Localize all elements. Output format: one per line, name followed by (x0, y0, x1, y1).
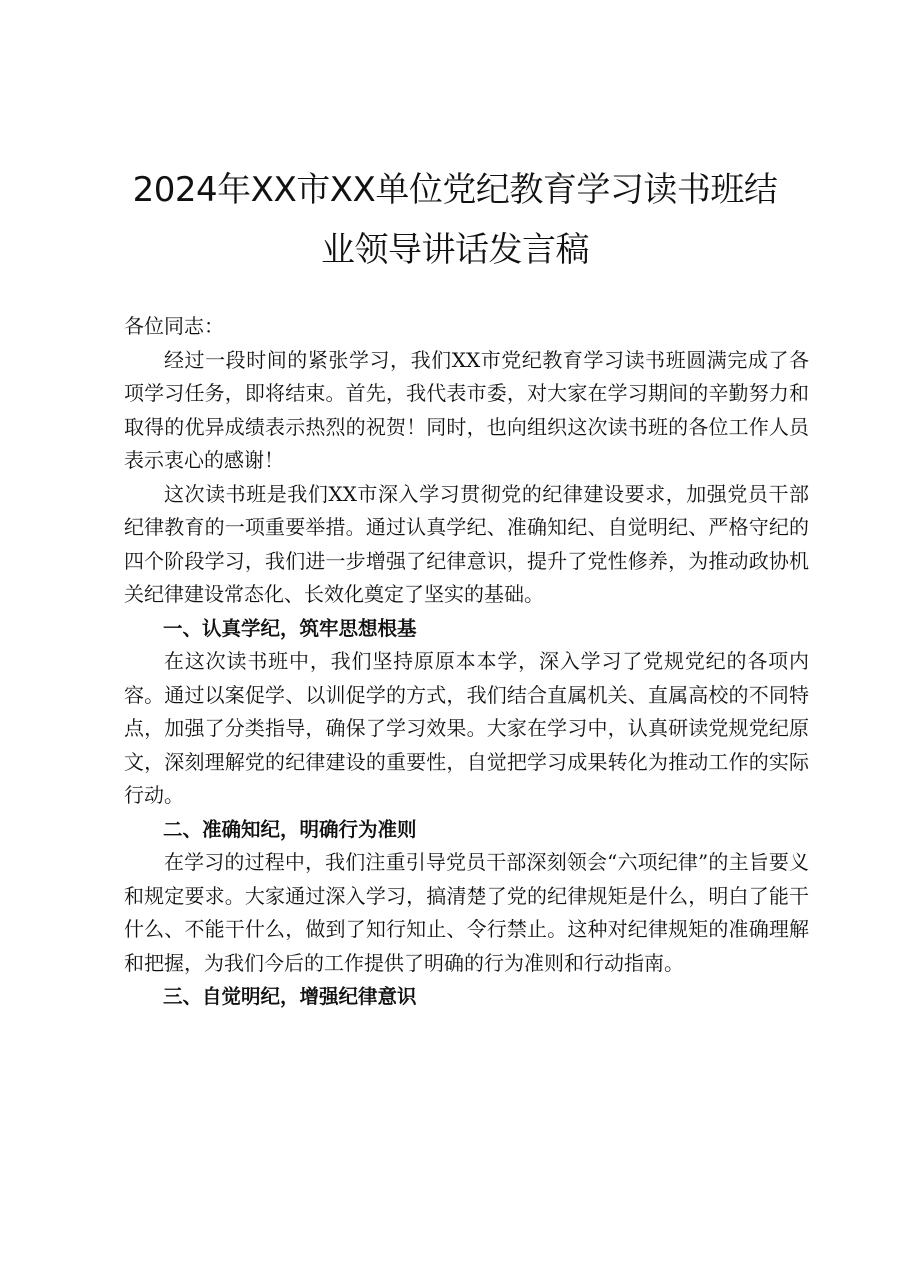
section-heading-3: 三、自觉明纪，增强纪律意识 (163, 985, 417, 1008)
section-heading-2: 二、准确知纪，明确行为准则 (163, 817, 417, 841)
salutation: 各位同志： (124, 314, 224, 338)
section-paragraph-2: 在学习的过程中，我们注重引导党员干部深刻领会“六项纪律”的主旨要义和规定要求。大家通过深入学习，搞清楚了党的纪律规矩是什么，明白了能干什么、不能干什么，做到了知行知止、令行禁止。这种对纪律规矩的准确理解和把握，为我们今后的工作提供了明确的行为准则和行动指南。 (124, 850, 809, 975)
section-heading-1: 一、认真学纪，筑牢思想根基 (163, 616, 417, 640)
title-line-2: 业领导讲话发言稿 (321, 230, 589, 270)
section-paragraph-1: 在这次读书班中，我们坚持原原本本学，深入学习了党规党纪的各项内容。通过以案促学、以训促学的方式，我们结合直属机关、直属高校的不同特点，加强了分类指导，确保了学习效果。大家在学习中，认真研读党规党纪原文，深刻理解党的纪律建设的重要性，自觉把学习成果转化为推动工作的实际行动。 (124, 649, 809, 807)
intro-paragraph-1: 经过一段时间的紧张学习，我们XX市党纪教育学习读书班圆满完成了各项学习任务，即将结束。首先，我代表市委，对大家在学习期间的辛勤努力和取得的优异成绩表示热烈的祝贺！同时，也向组织这次读书班的各位工作人员表示衷心的感谢！ (124, 347, 809, 472)
intro-paragraph-2: 这次读书班是我们XX市深入学习贯彻党的纪律建设要求，加强党员干部纪律教育的一项重要举措。通过认真学纪、准确知纪、自觉明纪、严格守纪的四个阶段学习，我们进一步增强了纪律意识，提升了党性修养，为推动政协机关纪律建设常态化、长效化奠定了坚实的基础。 (124, 481, 809, 606)
title-line-1: 2024年XX市XX单位党纪教育学习读书班结 (132, 170, 778, 210)
document-body (124, 310, 809, 1014)
document-title (110, 160, 800, 280)
